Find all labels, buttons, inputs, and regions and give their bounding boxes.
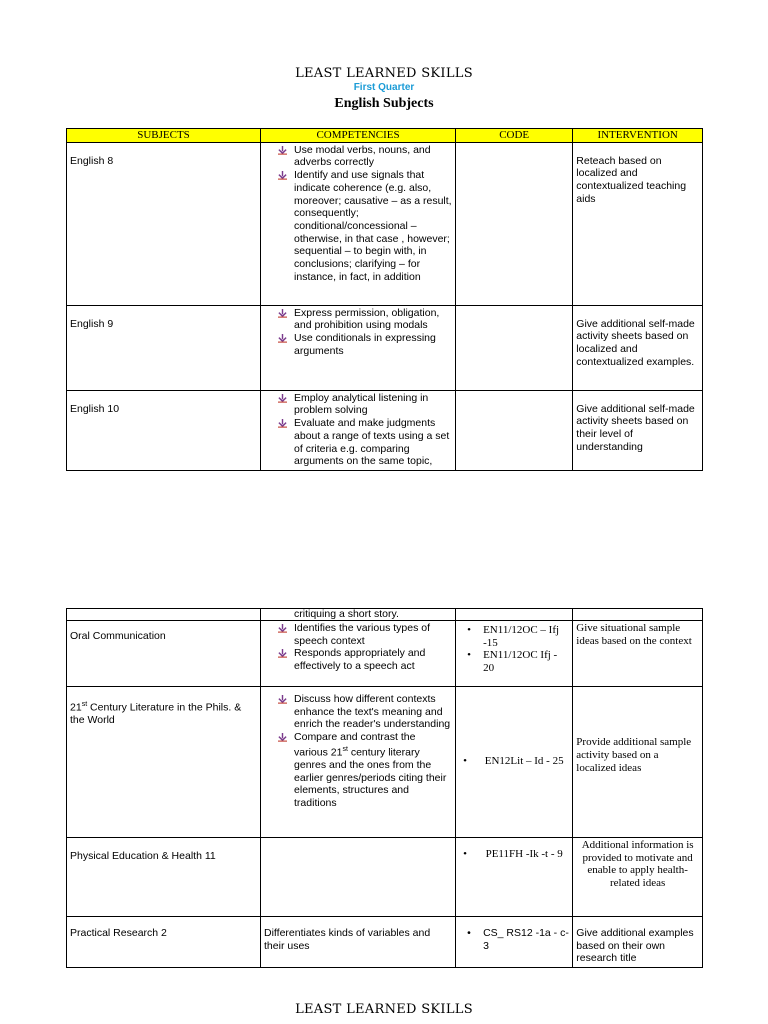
arrow-bullet-icon: [278, 419, 287, 428]
competencies-cell: [261, 687, 456, 838]
competencies-cell: [261, 838, 456, 917]
subject-cell: [67, 609, 261, 621]
subject-cell: English 10: [67, 390, 261, 470]
code-cell: [456, 621, 573, 687]
list-item: Identify and use signals that indicate coherence (e.g. also, moreover; causative – as a result, consequently; conditional/concessional – otherwise, in that case , however; sequential – to begin with, in conclusions; clarifying – for instance, in fact, in addition: [294, 169, 452, 283]
skills-table-page2: [66, 608, 703, 968]
intervention-cell: Provide additional sample activity based on a localized ideas: [573, 687, 703, 838]
table-row: [67, 621, 703, 687]
table-row: [67, 838, 703, 917]
table-row: [67, 687, 703, 838]
table-row: [67, 305, 703, 390]
column-header-code: CODE: [456, 129, 573, 143]
subject-cell: English 8: [67, 142, 261, 305]
intervention-cell: Give situational sample ideas based on the context: [573, 621, 703, 687]
subject-cell: Oral Communication: [67, 621, 261, 687]
subject-cell: English 9: [67, 305, 261, 390]
continuation-cell: critiquing a short story.: [261, 609, 456, 621]
subject-cell: Practical Research 2: [67, 917, 261, 968]
column-header-intervention: INTERVENTION: [573, 129, 703, 143]
list-item: Express permission, obligation, and prohibition using modals: [294, 307, 452, 332]
intervention-cell: Give additional examples based on their own research title: [573, 917, 703, 968]
arrow-bullet-icon: [278, 624, 287, 633]
list-item: Use modal verbs, nouns, and adverbs correctly: [294, 144, 452, 169]
intervention-cell: Reteach based on localized and contextualized teaching aids: [573, 142, 703, 305]
list-item: Evaluate and make judgments about a range of texts using a set of criteria e.g. comparing arguments on the same topic,: [294, 417, 452, 468]
list-item: • PE11FH -Ik -t - 9: [479, 848, 569, 861]
list-item: Discuss how different contexts enhance the text's meaning and enrich the reader's understanding: [294, 693, 452, 731]
column-header-competencies: COMPETENCIES: [261, 129, 456, 143]
code-cell: [456, 609, 573, 621]
code-cell: [456, 917, 573, 968]
arrow-bullet-icon: [278, 309, 287, 318]
table-row: [67, 390, 703, 470]
intervention-cell: [573, 609, 703, 621]
code-cell: [456, 305, 573, 390]
arrow-bullet-icon: [278, 695, 287, 704]
page-title: LEAST LEARNED SKILLS: [295, 66, 473, 81]
arrow-bullet-icon: [278, 171, 287, 180]
list-item: • EN11/12OC – Ifj -15: [483, 624, 569, 649]
table-header-row: [67, 129, 703, 143]
code-cell: [456, 142, 573, 305]
list-item: • CS_ RS12 -1a - c-3: [483, 927, 569, 952]
subject-cell: Physical Education & Health 11: [67, 838, 261, 917]
list-item: Identifies the various types of speech context: [294, 622, 452, 647]
competencies-cell: [261, 621, 456, 687]
code-cell: [456, 838, 573, 917]
skills-table-page1: [66, 128, 703, 471]
list-item: • EN11/12OC Ifj - 20: [483, 649, 569, 674]
competencies-cell: Differentiates kinds of variables and their uses: [261, 917, 456, 968]
table-row: [67, 917, 703, 968]
table-row: [67, 609, 703, 621]
subject-cell: 21st Century Literature in the Phils. & the World: [67, 687, 261, 838]
subject-heading: English Subjects: [334, 96, 434, 111]
list-item: Employ analytical listening in problem solving: [294, 392, 452, 417]
quarter-label: First Quarter: [353, 82, 415, 93]
list-item: Responds appropriately and effectively to a speech act: [294, 647, 452, 672]
intervention-cell: Give additional self-made activity sheets based on their level of understanding: [573, 390, 703, 470]
competencies-cell: [261, 305, 456, 390]
column-header-subjects: SUBJECTS: [67, 129, 261, 143]
list-item: • EN12Lit – Id - 25: [479, 755, 569, 768]
code-cell: [456, 390, 573, 470]
code-cell: [456, 687, 573, 838]
intervention-cell: Additional information is provided to motivate and enable to apply health-related ideas: [573, 838, 703, 917]
table-row: [67, 142, 703, 305]
competencies-cell: [261, 390, 456, 470]
arrow-bullet-icon: [278, 334, 287, 343]
arrow-bullet-icon: [278, 146, 287, 155]
arrow-bullet-icon: [278, 733, 287, 742]
list-item: Use conditionals in expressing arguments: [294, 332, 452, 357]
intervention-cell: Give additional self-made activity sheets based on localized and contextualized examples.: [573, 305, 703, 390]
arrow-bullet-icon: [278, 649, 287, 658]
competencies-cell: [261, 142, 456, 305]
arrow-bullet-icon: [278, 394, 287, 403]
next-page-title: LEAST LEARNED SKILLS: [295, 1002, 473, 1017]
list-item: Compare and contrast the various 21st century literary genres and the ones from the earlier genres/periods citing their elements, structures and traditions: [294, 731, 452, 810]
